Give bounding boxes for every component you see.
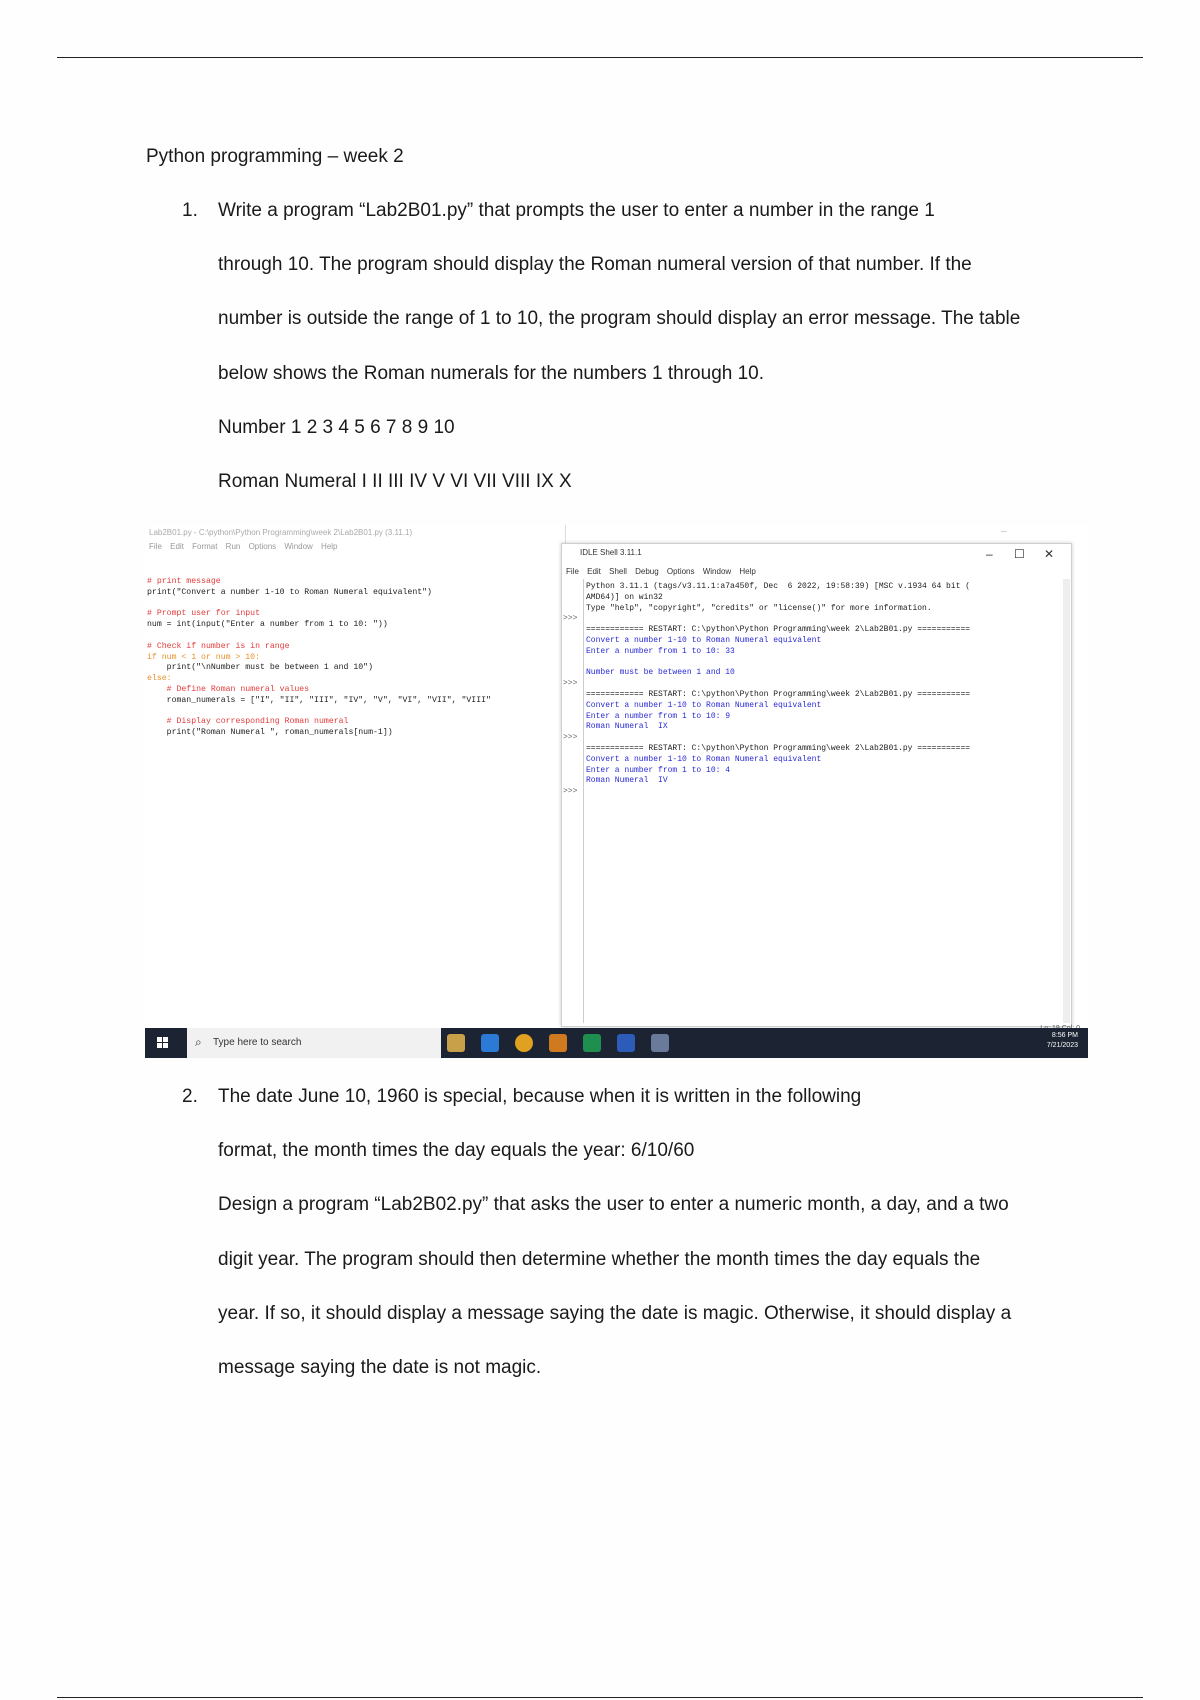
question-line: Write a program “Lab2B01.py” that prompts the user to enter a number in the range 1 (218, 200, 935, 221)
editor-title: Lab2B01.py - C:\python\Python Programming\week 2\Lab2B01.py (3.11.1) (149, 528, 413, 537)
shell-line: Enter a number from 1 to 10: 4 (586, 765, 731, 775)
shell-line: AMD64)] on win32 (586, 592, 663, 602)
taskbar (145, 1028, 1088, 1058)
excel-icon[interactable] (583, 1034, 601, 1052)
system-tray[interactable] (1047, 1031, 1078, 1051)
edge-icon[interactable] (481, 1034, 499, 1052)
question-line: digit year. The program should then determine whether the month times the day equals the (218, 1249, 981, 1270)
question-line: The date June 10, 1960 is special, because when it is written in the following (218, 1086, 862, 1107)
code-line (147, 599, 491, 610)
shell-window (561, 543, 1072, 1027)
search-placeholder: Type here to search (213, 1037, 302, 1048)
close-icon[interactable]: ✕ (1044, 547, 1055, 561)
number-row: Number 1 2 3 4 5 6 7 8 9 10 (218, 417, 455, 438)
code-line: # print message (147, 577, 221, 586)
question-line: message saying the date is not magic. (218, 1357, 542, 1378)
code-line: print("Convert a number 1-10 to Roman Numeral equivalent") (147, 587, 432, 597)
question-line: format, the month times the day equals the year: 6/10/60 (218, 1140, 695, 1161)
question-line: number is outside the range of 1 to 10, the program should display an error message. The table (218, 308, 1021, 329)
shell-line: ============ RESTART: C:\python\Python Programming\week 2\Lab2B01.py =========== (586, 743, 971, 753)
code-line: else: (147, 674, 172, 684)
search-icon: ⌕ (195, 1035, 202, 1049)
question-line: below shows the Roman numerals for the numbers 1 through 10. (218, 363, 765, 384)
shell-line (586, 733, 970, 744)
code-line: roman_numerals = ["I", "II", "III", "IV", "V", "VI", "VII", "VIII" (147, 695, 491, 705)
shell-line: ============ RESTART: C:\python\Python Programming\week 2\Lab2B01.py =========== (586, 689, 971, 699)
clock-time: 8:56 PM (1051, 1032, 1078, 1039)
page-title: Python programming – week 2 (146, 146, 404, 167)
clock-date: 7/21/2023 (1046, 1042, 1078, 1049)
idle-icon[interactable] (651, 1034, 669, 1052)
shell-line (586, 614, 970, 625)
roman-numeral-row: Roman Numeral I II III IV V VI VII VIII IX X (218, 471, 572, 492)
shell-line: Enter a number from 1 to 10: 9 (586, 711, 731, 721)
code-line: # Check if number is in range (147, 641, 290, 651)
taskbar-search[interactable] (187, 1028, 441, 1058)
shell-prompt: >>> (563, 733, 578, 743)
shell-output[interactable] (586, 582, 970, 787)
question-line: through 10. The program should display the Roman numeral version of that number. If the (218, 254, 972, 275)
shell-line: Convert a number 1-10 to Roman Numeral equivalent (586, 700, 822, 710)
shell-line: Number must be between 1 and 10 (586, 668, 735, 678)
shell-title: IDLE Shell 3.11.1 (580, 548, 642, 557)
shell-line: Enter a number from 1 to 10: 33 (586, 646, 735, 656)
shell-line (586, 658, 970, 669)
code-line: # Display corresponding Roman numeral (147, 717, 349, 727)
scrollbar[interactable] (1063, 579, 1070, 1023)
idle-screenshot (145, 525, 1088, 1058)
prompt-gutter (562, 579, 584, 1023)
windows-start-icon[interactable] (157, 1037, 169, 1049)
shell-menu-bar[interactable]: File Edit Shell Debug Options Window Help (566, 567, 756, 576)
shell-line: Roman Numeral IX (586, 722, 668, 732)
word-icon[interactable] (617, 1034, 635, 1052)
code-line: # Prompt user for input (147, 609, 261, 619)
question-line: year. If so, it should display a message saying the date is magic. Otherwise, it should display a (218, 1303, 1012, 1324)
code-line: if num < 1 or num > 10: (147, 652, 261, 662)
top-rule (57, 57, 1143, 58)
code-line: num = int(input("Enter a number from 1 to 10: ")) (147, 620, 388, 630)
shell-line: Convert a number 1-10 to Roman Numeral equivalent (586, 635, 822, 645)
shell-prompt: >>> (563, 679, 578, 689)
shell-line (586, 679, 970, 690)
shell-prompt: >>> (563, 614, 578, 624)
question-line: Design a program “Lab2B02.py” that asks the user to enter a numeric month, a day, and a two (218, 1194, 1009, 1215)
code-line: # Define Roman numeral values (147, 684, 310, 694)
minimize-icon[interactable]: – (986, 547, 993, 561)
shell-line: Convert a number 1-10 to Roman Numeral equivalent (586, 754, 822, 764)
shell-line: ============ RESTART: C:\python\Python Programming\week 2\Lab2B01.py =========== (586, 625, 971, 635)
question-number: 2. (182, 1086, 198, 1107)
shell-line: Type "help", "copyright", "credits" or "license()" for more information. (586, 603, 932, 613)
editor-menu-bar[interactable]: File Edit Format Run Options Window Help (149, 542, 338, 551)
code-area[interactable] (147, 577, 491, 739)
code-line: print("Roman Numeral ", roman_numerals[num-1]) (147, 728, 393, 738)
question-number: 1. (182, 200, 198, 221)
shell-prompt: >>> (563, 787, 578, 797)
shell-line: Roman Numeral IV (586, 776, 668, 786)
code-line: print("\nNumber must be between 1 and 10") (147, 663, 374, 673)
maximize-icon[interactable]: ☐ (1014, 547, 1025, 561)
chrome-icon[interactable] (515, 1034, 533, 1052)
code-line (147, 631, 491, 642)
minimize-icon[interactable]: – (1001, 526, 1007, 537)
code-line (147, 707, 491, 718)
shell-line: Python 3.11.1 (tags/v3.11.1:a7a450f, Dec 6 2022, 19:58:39) [MSC v.1934 64 bit ( (586, 582, 971, 591)
file-explorer-icon[interactable] (447, 1034, 465, 1052)
app-icon[interactable] (549, 1034, 567, 1052)
bottom-rule (57, 1697, 1143, 1698)
